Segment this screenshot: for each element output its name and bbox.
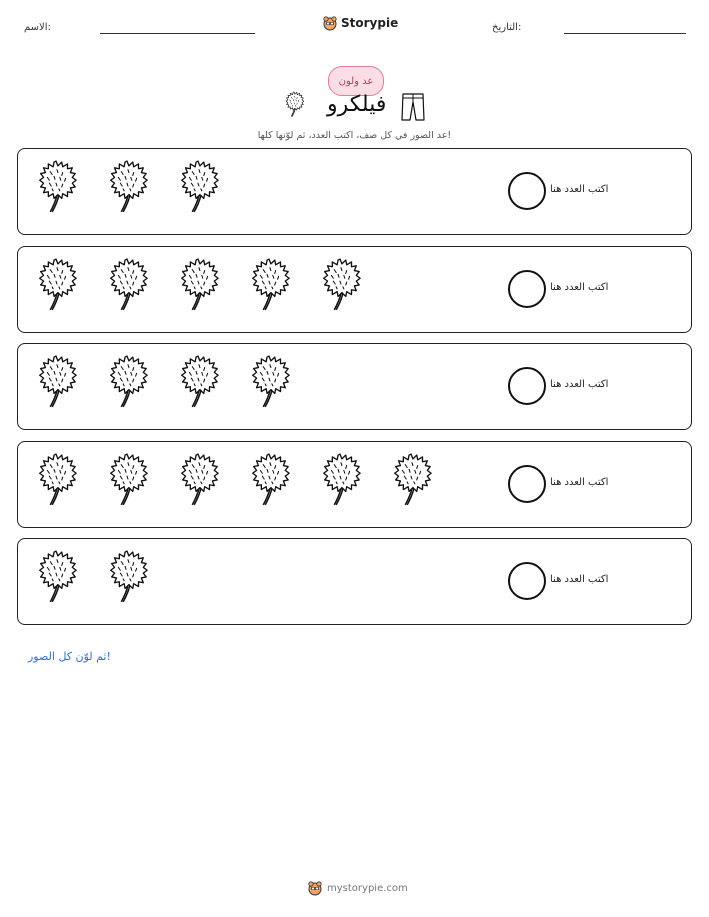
- burr-icon[interactable]: [317, 255, 363, 313]
- burr-icon[interactable]: [388, 450, 434, 508]
- counting-row: [17, 343, 692, 430]
- name-line[interactable]: [100, 33, 255, 34]
- brand-name: Storypie: [341, 16, 399, 30]
- burr-icon[interactable]: [175, 450, 221, 508]
- burr-icon[interactable]: [175, 352, 221, 410]
- burr-icon[interactable]: [104, 547, 150, 605]
- count-and-color-tag: عد ولون: [328, 66, 384, 96]
- burr-icon[interactable]: [104, 352, 150, 410]
- answer-label: اكتب العدد هنا: [550, 184, 609, 195]
- burr-icon[interactable]: [33, 547, 79, 605]
- burr-icon[interactable]: [33, 450, 79, 508]
- counting-row: [17, 538, 692, 625]
- brand: [322, 12, 398, 34]
- burr-icon[interactable]: [175, 255, 221, 313]
- burr-icon[interactable]: [104, 255, 150, 313]
- storypie-logo-icon: [307, 880, 323, 896]
- instructions: عد الصور في كل صف، اكتب العدد، ثم لوّنها كلها!: [257, 130, 452, 141]
- answer-circle[interactable]: [508, 367, 546, 405]
- burr-icon: [282, 90, 306, 118]
- burr-icon[interactable]: [246, 255, 292, 313]
- footer-url: mystorypie.com: [327, 882, 408, 894]
- answer-label: اكتب العدد هنا: [550, 379, 609, 390]
- storypie-logo-icon: [322, 15, 338, 31]
- footer: [307, 880, 408, 896]
- burr-icon[interactable]: [33, 157, 79, 215]
- answer-label: اكتب العدد هنا: [550, 477, 609, 488]
- burr-icon[interactable]: [104, 450, 150, 508]
- burr-icon[interactable]: [246, 450, 292, 508]
- counting-row: [17, 441, 692, 528]
- footer-note: ثم لوّن كل الصور!: [28, 650, 111, 663]
- burr-icon[interactable]: [246, 352, 292, 410]
- burr-icon[interactable]: [104, 157, 150, 215]
- answer-circle[interactable]: [508, 270, 546, 308]
- counting-row: [17, 246, 692, 333]
- page-title: فيلكرو: [327, 92, 387, 117]
- name-label: الاسم:: [24, 22, 51, 33]
- date-line[interactable]: [564, 33, 686, 34]
- answer-circle[interactable]: [508, 562, 546, 600]
- counting-row: [17, 148, 692, 235]
- burr-icon[interactable]: [33, 255, 79, 313]
- date-label: التاريخ:: [492, 22, 522, 33]
- answer-label: اكتب العدد هنا: [550, 282, 609, 293]
- burr-icon[interactable]: [33, 352, 79, 410]
- burr-icon[interactable]: [317, 450, 363, 508]
- answer-circle[interactable]: [508, 465, 546, 503]
- pants-icon: [400, 92, 426, 122]
- answer-circle[interactable]: [508, 172, 546, 210]
- answer-label: اكتب العدد هنا: [550, 574, 609, 585]
- burr-icon[interactable]: [175, 157, 221, 215]
